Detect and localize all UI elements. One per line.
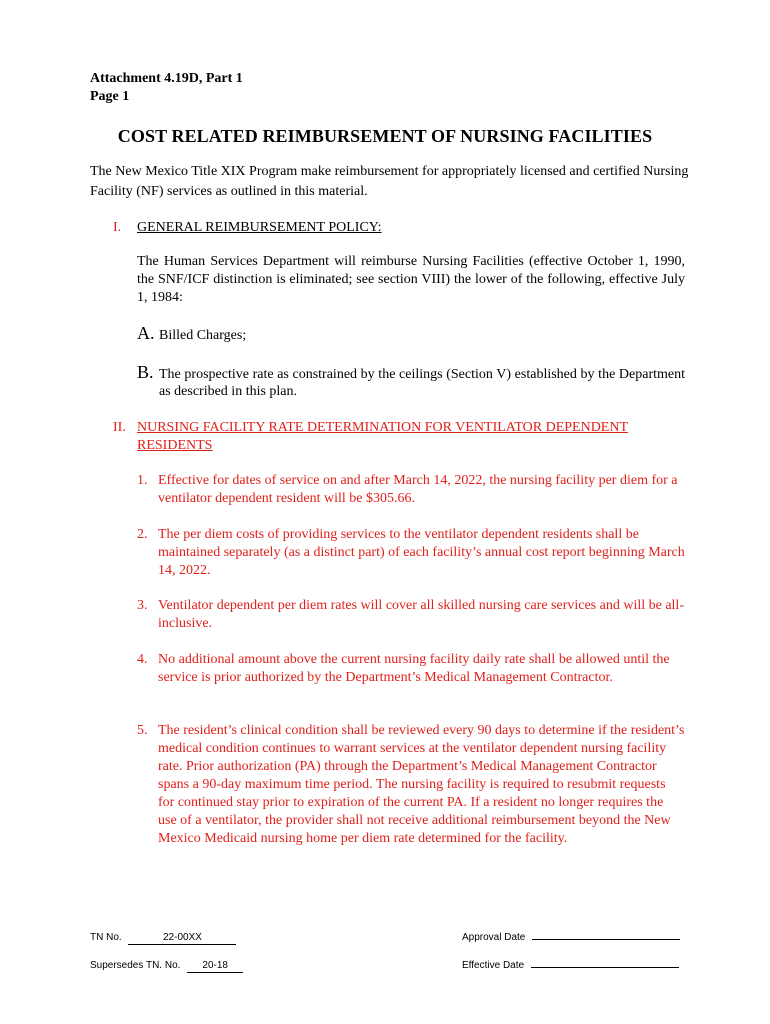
section-label-line-2: RESIDENTS [137,438,213,453]
approval-date-label: Approval Date [462,932,526,943]
list-item [137,722,685,848]
effective-date-line [531,967,679,968]
list-item [137,362,685,402]
attachment-label: Attachment 4.19D, Part 1 [90,71,243,86]
list-item [137,597,685,633]
document-title: COST RELATED REIMBURSEMENT OF NURSING FACILITIES [117,126,653,146]
item-number: 5. [137,723,148,738]
item-text: Ventilator dependent per diem rates will cover all skilled nursing care services and will be all-inclusive. [158,598,684,631]
item-text: The resident’s clinical condition shall be reviewed every 90 days to determine if the resident’s medical condition continues to warrant services at the ventilator dependent nursing facility rate. Prior authorization (PA) through the Department’s Medical Management Contractor spans a 90-day maximum time period. The nursing facility is required to resubmit requests for continued stay prior to expiration of the current PA. If a resident no longer requires the use of a ventilator, the provider shall not receive additional reimbursement beyond the New Mexico Medicaid nursing home per diem rate determined for the facility. [158,723,685,846]
section-2-heading [113,419,693,455]
item-text: No additional amount above the current nursing facility daily rate shall be allowed until the service is prior authorized by the Department’s Medical Management Contractor. [158,652,670,685]
item-text: Billed Charges; [159,328,247,343]
section-label: GENERAL REIMBURSEMENT POLICY: [137,220,382,235]
effective-date [462,960,679,971]
page-header [90,70,243,106]
list-item [137,472,685,508]
section-number: I. [113,220,122,235]
item-number: 2. [137,527,148,542]
list-item [137,526,685,580]
section-number: II. [113,420,126,435]
approval-date-line [532,939,680,940]
item-number: 1. [137,473,148,488]
tn-label: TN No. [90,932,122,943]
approval-date [462,932,680,943]
item-text: The prospective rate as constrained by the ceilings (Section V) established by the Department as described in this plan. [159,367,685,399]
tn-number [90,932,236,945]
item-number: 3. [137,598,148,613]
intro-paragraph: The New Mexico Title XIX Program make reimbursement for appropriately licensed and certified Nursing Facility (NF) services as outlined in this material. [90,164,689,199]
supersedes-tn-number [90,960,243,973]
effective-date-label: Effective Date [462,960,525,971]
section-label-line-1: NURSING FACILITY RATE DETERMINATION FOR VENTILATOR DEPENDENT [137,420,629,435]
item-text: The per diem costs of providing services to the ventilator dependent residents shall be maintained separately (as a distinct part) of each facility’s annual cost report beginning March 14, 2022. [158,527,685,578]
item-letter: A. [137,323,155,343]
page-number: Page 1 [90,89,130,104]
supersedes-value: 20-18 [187,960,243,973]
tn-value: 22-00XX [128,932,236,945]
item-text: Effective for dates of service on and after March 14, 2022, the nursing facility per diem for a ventilator dependent resident will be $305.66. [158,473,678,506]
item-number: 4. [137,652,148,667]
list-item [137,651,685,687]
supersedes-label: Supersedes TN. No. [90,960,181,971]
section-1-paragraph: The Human Services Department will reimburse Nursing Facilities (effective October 1, 1990, the SNF/ICF distinction is eliminated; see section VIII) the lower of the following, effective July 1, 1984: [137,254,685,305]
list-item [137,323,685,347]
item-letter: B. [137,362,154,382]
